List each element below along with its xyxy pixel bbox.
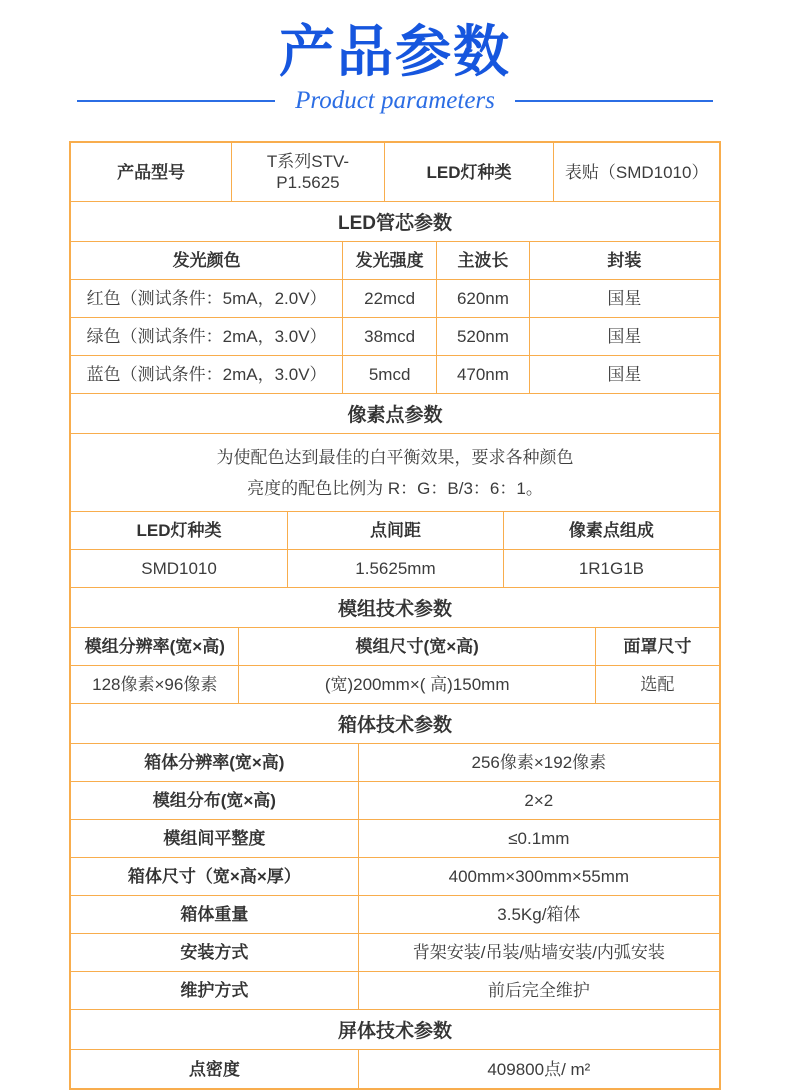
table-row xyxy=(71,820,719,858)
value-cell: 2×2 xyxy=(524,791,554,810)
table-row xyxy=(71,934,719,972)
label-cell: 箱体分辨率(宽×高) xyxy=(71,744,359,781)
value-cell: ≤0.1mm xyxy=(508,829,570,848)
label-cell: 发光颜色 xyxy=(71,242,343,279)
label-cell: 主波长 xyxy=(437,242,530,279)
value-cell: 22mcd xyxy=(343,280,437,317)
value-cell: 128像素×96像素 xyxy=(71,666,239,703)
page-subtitle: Product parameters xyxy=(295,87,495,114)
label-cell: 安装方式 xyxy=(71,934,359,971)
value-cell: 38mcd xyxy=(343,318,437,355)
table-row xyxy=(71,858,719,896)
table-row xyxy=(71,550,719,588)
value-cell: SMD1010 xyxy=(71,550,288,587)
value-cell: T系列STV-P1.5625 xyxy=(232,143,384,201)
table-row xyxy=(71,896,719,934)
table-row xyxy=(71,666,719,704)
value-cell: 1.5625mm xyxy=(288,550,504,587)
label-cell: 模组分布(宽×高) xyxy=(71,782,359,819)
section-header-row: 屏体技术参数 xyxy=(71,1010,719,1050)
note-text-row xyxy=(71,434,719,512)
value-cell: 红色（测试条件：5mA，2.0V） xyxy=(71,280,343,317)
label-cell: 封装 xyxy=(607,251,642,270)
label-cell: LED灯种类 xyxy=(71,512,288,549)
value-cell: 256像素×192像素 xyxy=(471,753,607,772)
value-cell: 国星 xyxy=(607,365,642,384)
table-row xyxy=(71,356,719,394)
subtitle-line-left xyxy=(77,100,275,102)
section-header-row: 模组技术参数 xyxy=(71,588,719,628)
label-cell: 点密度 xyxy=(71,1050,359,1088)
value-cell: 470nm xyxy=(437,356,530,393)
label-cell: 发光强度 xyxy=(343,242,437,279)
section-header-row: 像素点参数 xyxy=(71,394,719,434)
label-cell: 维护方式 xyxy=(71,972,359,1009)
label-cell: 面罩尺寸 xyxy=(623,637,692,656)
value-cell: 国星 xyxy=(607,327,642,346)
section-header-row: LED管芯参数 xyxy=(71,202,719,242)
value-cell: 400mm×300mm×55mm xyxy=(448,867,630,886)
value-cell: 520nm xyxy=(437,318,530,355)
spec-table xyxy=(69,141,721,1090)
table-row xyxy=(71,318,719,356)
value-cell: 绿色（测试条件：2mA，3.0V） xyxy=(71,318,343,355)
label-cell: 模组分辨率(宽×高) xyxy=(71,628,239,665)
table-row xyxy=(71,972,719,1010)
page-title: 产品参数 xyxy=(279,20,511,83)
table-row xyxy=(71,744,719,782)
label-cell: 点间距 xyxy=(288,512,504,549)
value-cell: (宽)200mm×( 高)150mm xyxy=(239,666,595,703)
subtitle-row xyxy=(0,87,790,115)
value-cell: 蓝色（测试条件：2mA，3.0V） xyxy=(71,356,343,393)
table-row xyxy=(71,1050,719,1088)
label-cell: LED灯种类 xyxy=(385,143,555,201)
label-cell: 箱体重量 xyxy=(71,896,359,933)
label-cell: 箱体尺寸（宽×高×厚） xyxy=(71,858,359,895)
page-header xyxy=(0,0,790,115)
label-cell: 产品型号 xyxy=(71,143,232,201)
table-row xyxy=(71,782,719,820)
value-cell: 国星 xyxy=(607,289,642,308)
value-cell: 前后完全维护 xyxy=(487,981,590,1000)
label-cell: 像素点组成 xyxy=(568,521,654,540)
label-cell: 模组尺寸(宽×高) xyxy=(239,628,595,665)
value-cell: 3.5Kg/箱体 xyxy=(497,905,581,924)
value-cell: 620nm xyxy=(437,280,530,317)
table-row xyxy=(71,280,719,318)
table-row xyxy=(71,628,719,666)
value-cell: 409800点/ m² xyxy=(487,1059,591,1079)
note-line: 亮度的配色比例为 R：G：B/3：6：1。 xyxy=(247,478,543,498)
value-cell: 表贴（SMD1010） xyxy=(564,162,709,182)
label-cell: 模组间平整度 xyxy=(71,820,359,857)
table-row xyxy=(71,242,719,280)
note-line: 为使配色达到最佳的白平衡效果，要求各种颜色 xyxy=(216,447,574,467)
table-row xyxy=(71,512,719,550)
value-cell: 选配 xyxy=(640,675,675,694)
section-header-row: 箱体技术参数 xyxy=(71,704,719,744)
value-cell: 背架安装/吊装/贴墙安装/内弧安装 xyxy=(412,943,665,962)
subtitle-line-right xyxy=(515,100,713,102)
value-cell: 1R1G1B xyxy=(578,559,645,578)
value-cell: 5mcd xyxy=(343,356,437,393)
table-row xyxy=(71,143,719,202)
